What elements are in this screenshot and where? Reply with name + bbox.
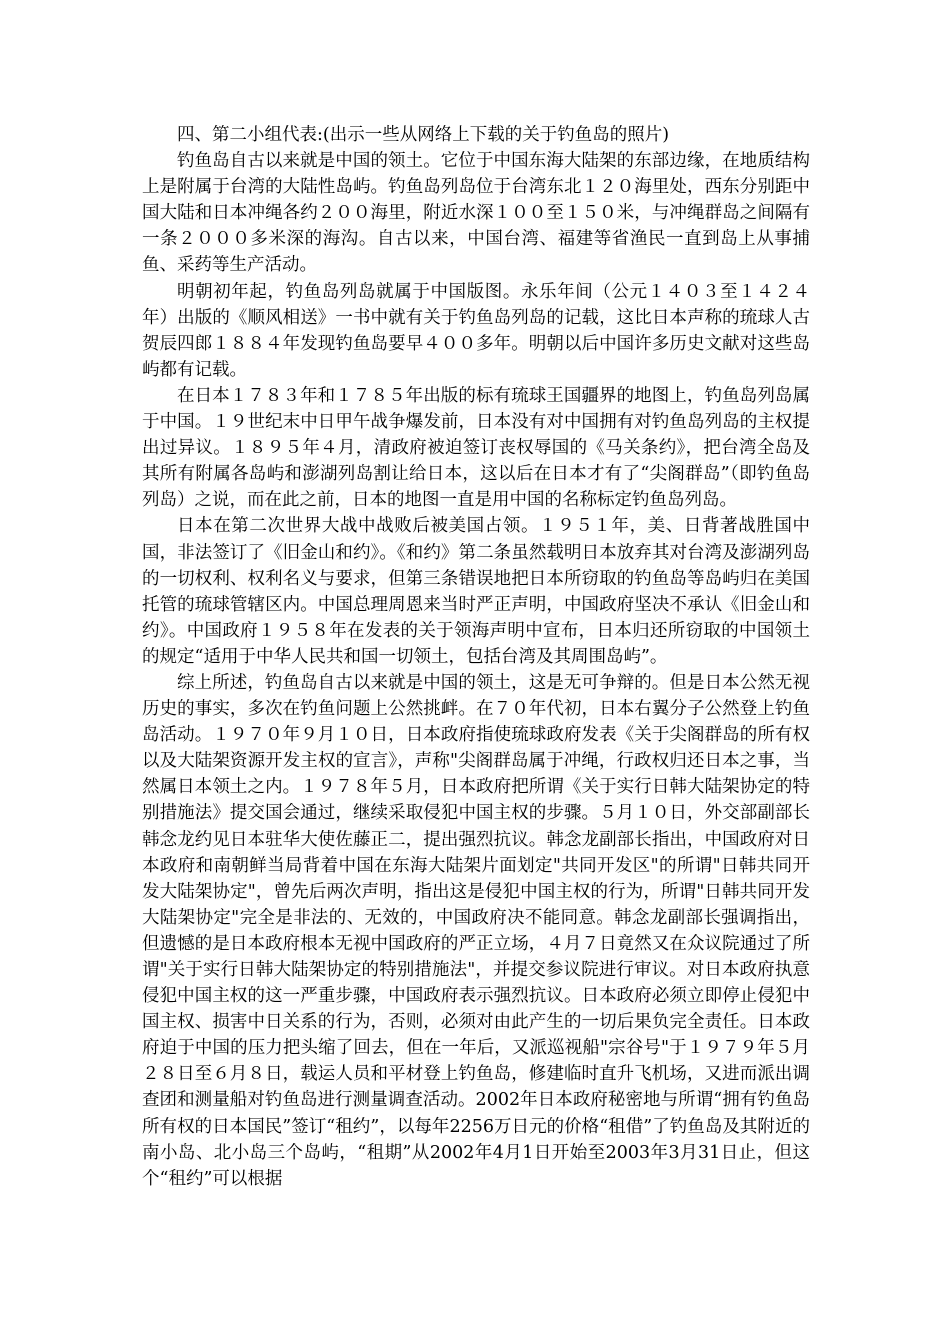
body-paragraph-san-francisco-treaty: 日本在第二次世界大战中战败后被美国占领。１９５１年，美、日背著战胜国中国，非法签订了《旧金山和约》。《和约》第二条虽然载明日本放弃其对台湾及澎湖列岛的一切权利、权利名义与要求，但第三条错误地把日本所窃取的钓鱼岛等岛屿归在美国托管的琉球管辖区内。中国总理周恩来当时严正声明，中国政府坚决不承认《旧金山和约》。中国政府１９５８年在发表的关于领海声明中宣布，日本归还所窃取的中国领土的规定“适用于中华人民共和国一切领土，包括台湾及其周围岛屿”。 — [142, 516, 810, 667]
section-heading-paragraph: 四、第二小组代表:(出示一些从网络上下载的关于钓鱼岛的照片) — [177, 125, 670, 145]
body-paragraph-summary: 综上所述，钓鱼岛自古以来就是中国的领土，这是无可争辩的。但是日本公然无视历史的事实，多次在钓鱼问题上公然挑衅。在７０年代初，日本右翼分子公然登上钓鱼岛活动。１９７０年９月１０日，日本政府指使琉球政府发表《关于尖阁群岛的所有权以及大陆架资源开发主权的宣言》，声称"尖阁群岛属于冲绳，行政权归还日本之事，当然属日本领土之内。１９７８年５月，日本政府把所谓《关于实行日韩大陆架协定的特别措施法》提交国会通过，继续采取侵犯中国主权的步骤。５月１０日，外交部副部长韩念龙约见日本驻华大使佐藤正二，提出强烈抗议。韩念龙副部长指出，中国政府对日本政府和南朝鲜当局背着中国在东海大陆架片面划定"共同开发区"的所谓"日韩共同开发大陆架协定"，曾先后两次声明，指出这是侵犯中国主权的行为，所谓"日韩共同开发大陆架协定"完全是非法的、无效的，中国政府决不能同意。韩念龙副部长强调指出，但遗憾的是日本政府根本无视中国政府的严正立场，４月７日竟然又在众议院通过了所谓"关于实行日韩大陆架协定的特别措施法"，并提交参议院进行审议。对日本政府执意侵犯中国主权的这一严重步骤，中国政府表示强烈抗议。日本政府必须立即停止侵犯中国主权、损害中日关系的行为，否则，必须对由此产生的一切后果负完全责任。日本政府迫于中国的压力把头缩了回去，但在一年后，又派巡视船"宗谷号"于１９７９年５月２８日至６月８日，载运人员和平材登上钓鱼岛，修建临时直升飞机场，又进而派出调查团和测量船对钓鱼岛进行测量调查活动。2002年日本政府秘密地与所谓“拥有钓鱼岛所有权的日本国民”签订“租约”，以每年2256万日元的价格“租借”了钓鱼岛及其附近的南小岛、北小岛三个岛屿，“租期”从2002年4月1日开始至2003年3月31日止，但这个“租约”可以根据 — [142, 672, 810, 1189]
body-paragraph-ming-dynasty: 明朝初年起，钓鱼岛列岛就属于中国版图。永乐年间（公元１４０３至１４２４年）出版的《顺风相送》一书中就有关于钓鱼岛列岛的记载，这比日本声称的琉球人古贺辰四郎１８８４年发现钓鱼岛要早４００多年。明朝以后中国许多历史文献对这些岛屿都有记载。 — [142, 281, 810, 380]
document-page — [142, 122, 810, 1192]
body-paragraph-geography: 钓鱼岛自古以来就是中国的领土。它位于中国东海大陆架的东部边缘，在地质结构上是附属于台湾的大陆性岛屿。钓鱼岛列岛位于台湾东北１２０海里处，西东分别距中国大陆和日本冲绳各约２００海里，附近水深１００至１５０米，与冲绳群岛之间隔有一条２０００多米深的海沟。自古以来，中国台湾、福建等省渔民一直到岛上从事捕鱼、采药等生产活动。 — [142, 151, 810, 276]
body-paragraph-treaty-shimonoseki: 在日本１７８３年和１７８５年出版的标有琉球王国疆界的地图上，钓鱼岛列岛属于中国。１９世纪末中日甲午战争爆发前，日本没有对中国拥有对钓鱼岛列岛的主权提出过异议。１８９５年４月，清政府被迫签订丧权辱国的《马关条约》，把台湾全岛及其所有附属各岛屿和澎湖列岛割让给日本，这以后在日本才有了“尖阁群岛”（即钓鱼岛列岛）之说，而在此之前，日本的地图一直是用中国的名称标定钓鱼岛列岛。 — [142, 385, 810, 511]
